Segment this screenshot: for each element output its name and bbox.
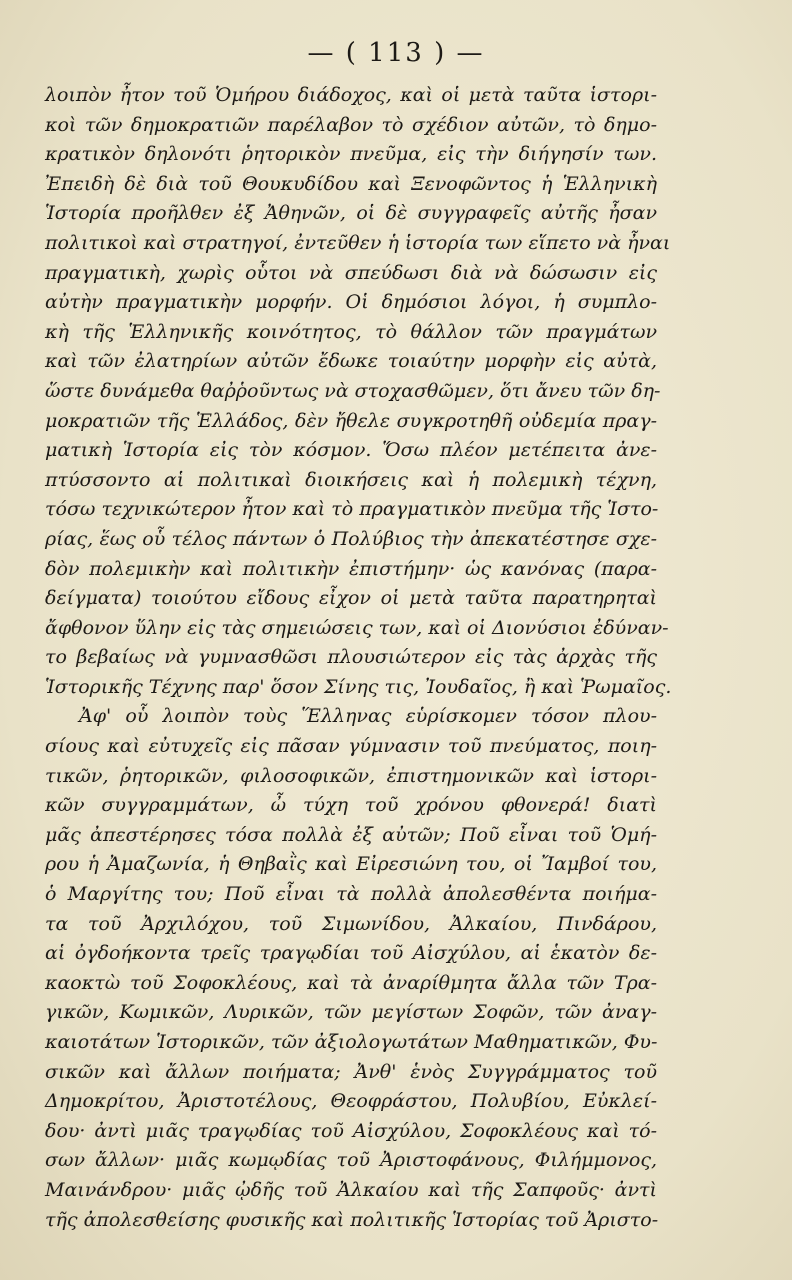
- text-line: Ἀφ' οὗ λοιπὸν τοὺς Ἕλληνας εὑρίσκομεν τόσον πλου-: [79, 705, 657, 728]
- text-line: Δημοκρίτου, Ἀριστοτέλους, Θεοφράστου, Πολυβίου, Εὐκλεί-: [45, 1090, 657, 1113]
- text-line: το βεβαίως νὰ γυμνασθῶσι πλουσιώτερον εἰς τὰς ἀρχὰς τῆς: [45, 646, 657, 669]
- text-line: τῆς ἀπολεσθείσης φυσικῆς καὶ πολιτικῆς Ἱστορίας τοῦ Ἀριστο-: [45, 1208, 659, 1231]
- text-line: αὐτὴν πραγματικὴν μορφήν. Οἱ δημόσιοι λόγοι, ἡ συμπλο-: [45, 291, 657, 314]
- text-line: κῶν συγγραμμάτων, ὦ τύχη τοῦ χρόνου φθονερά! διατὶ: [45, 794, 657, 817]
- text-line: κρατικὸν δηλονότι ῥητορικὸν πνεῦμα, εἰς τὴν διήγησίν των.: [45, 143, 657, 166]
- text-line: τικῶν, ῥητορικῶν, φιλοσοφικῶν, ἐπιστημονικῶν καὶ ἱστορι-: [45, 764, 657, 787]
- text-line: Ἱστορικῆς Τέχνης παρ' ὅσον Σίνης τις, Ἰουδαῖος, ἢ καὶ Ῥωμαῖος.: [45, 675, 672, 698]
- text-line: γικῶν, Κωμικῶν, Λυρικῶν, τῶν μεγίστων Σοφῶν, τῶν ἀναγ-: [45, 1001, 657, 1024]
- text-line: καὶ τῶν ἐλατηρίων αὐτῶν ἔδωκε τοιαύτην μορφὴν εἰς αὐτὰ,: [45, 350, 657, 373]
- text-line: μοκρατιῶν τῆς Ἑλλάδος, δὲν ἤθελε συγκροτηθῆ οὐδεμία πραγ-: [45, 409, 657, 432]
- text-line: σικῶν καὶ ἄλλων ποιήματα; Ἀνθ' ἑνὸς Συγγράμματος τοῦ: [45, 1060, 657, 1083]
- text-line: ἄφθονον ὕλην εἰς τὰς σημειώσεις των, καὶ οἱ Διονύσιοι ἐδύναν-: [45, 616, 669, 639]
- text-line: πολιτικοὶ καὶ στρατηγοί, ἐντεῦθεν ἡ ἱστορία των εἵπετο νὰ ἦναι: [45, 231, 671, 254]
- text-line: Ἐπειδὴ δὲ διὰ τοῦ Θουκυδίδου καὶ Ξενοφῶντος ἡ Ἑλληνικὴ: [45, 172, 657, 195]
- text-line: ματικὴ Ἱστορία εἰς τὸν κόσμον. Ὅσω πλέον μετέπειτα ἀνε-: [45, 439, 657, 462]
- text-line: Ἱστορία προῆλθεν ἐξ Ἀθηνῶν, οἱ δὲ συγγραφεῖς αὐτῆς ἦσαν: [45, 202, 657, 225]
- text-line: καοκτὼ τοῦ Σοφοκλέους, καὶ τὰ ἀναρίθμητα ἄλλα τῶν Τρα-: [45, 971, 657, 994]
- text-line: τόσω τεχνικώτερον ἦτον καὶ τὸ πραγματικὸν πνεῦμα τῆς Ἱστο-: [45, 498, 659, 521]
- text-line: καιοτάτων Ἱστορικῶν, τῶν ἀξιολογωτάτων Μαθηματικῶν, Φυ-: [45, 1031, 658, 1053]
- text-line: ὥστε δυνάμεθα θαῤῥοῦντως νὰ στοχασθῶμεν, ὅτι ἄνευ τῶν δη-: [45, 379, 661, 402]
- text-line: αἱ ὀγδοήκοντα τρεῖς τραγῳδίαι τοῦ Αἰσχύλου, αἱ ἑκατὸν δε-: [45, 942, 657, 965]
- text-line: κοὶ τῶν δημοκρατιῶν παρέλαβον τὸ σχέδιον αὐτῶν, τὸ δημο-: [45, 113, 657, 136]
- text-line: πτύσσοντο αἱ πολιτικαὶ διοικήσεις καὶ ἡ πολεμικὴ τέχνη,: [45, 468, 657, 491]
- text-line: σων ἄλλων· μιᾶς κωμῳδίας τοῦ Ἀριστοφάνους, Φιλήμμονος,: [45, 1149, 657, 1172]
- text-line: ὁ Μαργίτης του; Ποῦ εἶναι τὰ πολλὰ ἀπολεσθέντα ποιήμα-: [45, 883, 657, 906]
- text-line: σίους καὶ εὐτυχεῖς εἰς πᾶσαν γύμνασιν τοῦ πνεύματος, ποιη-: [45, 735, 657, 758]
- text-line: λοιπὸν ἦτον τοῦ Ὁμήρου διάδοχος, καὶ οἱ μετὰ ταῦτα ἱστορι-: [45, 84, 657, 106]
- text-line: δου· ἀντὶ μιᾶς τραγῳδίας τοῦ Αἰσχύλου, Σοφοκλέους καὶ τό-: [45, 1119, 657, 1142]
- text-line: πραγματικὴ, χωρὶς οὗτοι νὰ σπεύδωσι διὰ νὰ δώσωσιν εἰς: [45, 261, 657, 284]
- text-line: μᾶς ἀπεστέρησες τόσα πολλὰ ἐξ αὐτῶν; Ποῦ εἶναι τοῦ Ὁμή-: [45, 823, 657, 846]
- text-line: ρου ἡ Ἀμαζωνία, ἡ Θηβαῒς καὶ Εἰρεσιώνη του, οἱ Ἴαμβοί του,: [45, 853, 657, 876]
- text-line: τα τοῦ Ἀρχιλόχου, τοῦ Σιμωνίδου, Ἀλκαίου, Πινδάρου,: [45, 912, 657, 935]
- text-line: δείγματα) τοιούτου εἴδους εἶχον οἱ μετὰ ταῦτα παρατηρηταὶ: [45, 587, 657, 610]
- page-number-header: — ( 113 ) —: [307, 38, 485, 68]
- text-line: Μαινάνδρου· μιᾶς ᾠδῆς τοῦ Ἀλκαίου καὶ τῆς Σαπφοῦς· ἀντὶ: [45, 1178, 657, 1201]
- text-line: δὸν πολεμικὴν καὶ πολιτικὴν ἐπιστήμην· ὡς κανόνας (παρα-: [45, 557, 657, 580]
- text-line: ρίας, ἕως οὗ τέλος πάντων ὁ Πολύβιος τὴν ἀπεκατέστησε σχε-: [45, 527, 657, 550]
- body-text: [45, 81, 672, 1235]
- text-line: κὴ τῆς Ἑλληνικῆς κοινότητος, τὸ θάλλον τῶν πραγμάτων: [45, 320, 657, 343]
